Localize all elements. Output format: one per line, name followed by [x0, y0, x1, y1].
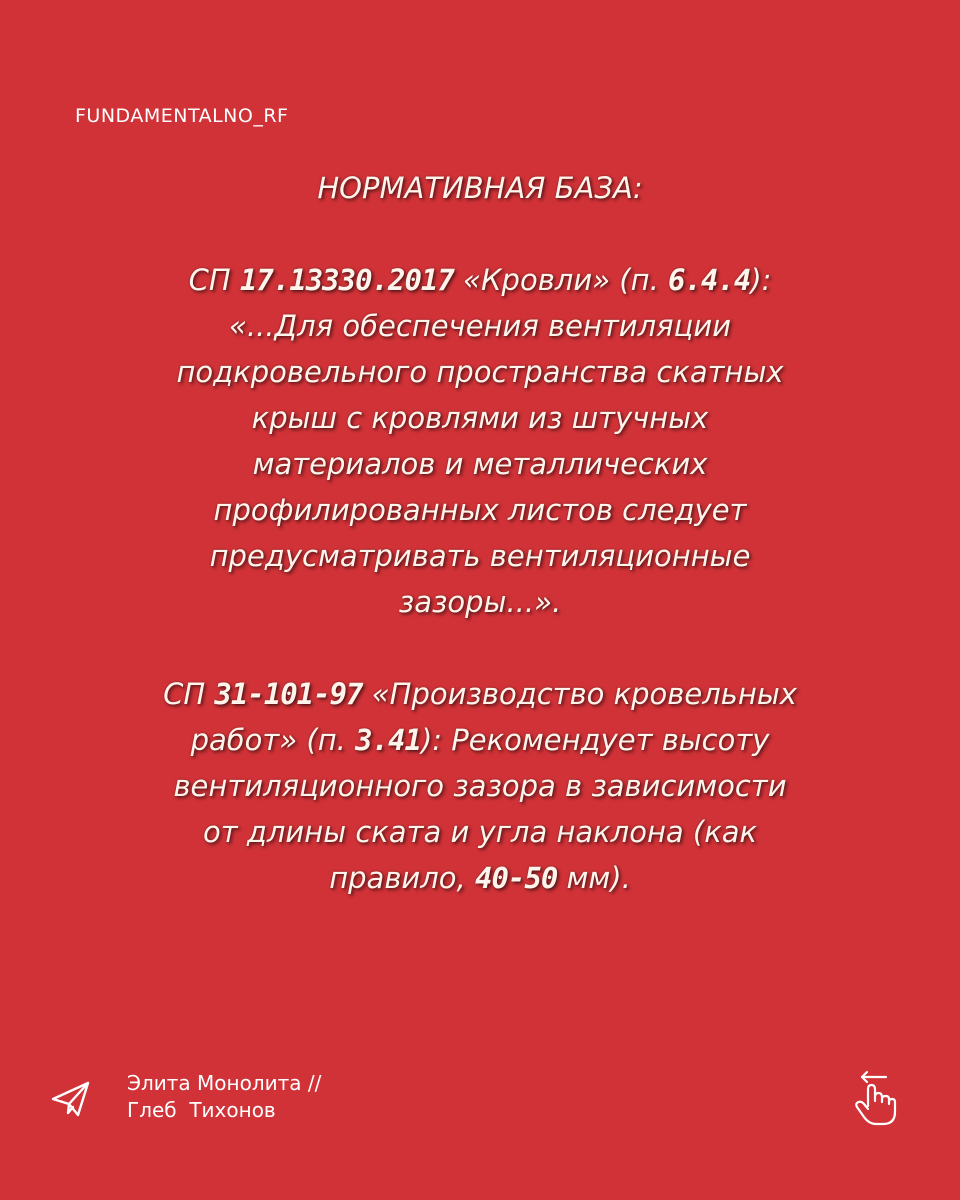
sp31-suffix: мм).	[557, 861, 631, 895]
sp31-title: «Производство кровельных работ» (п.	[190, 677, 797, 757]
sp17-text: ): «...Для обеспечения вентиляции подкровельного пространства скатных крыш с кровлями из штучных материалов и металлических профилированных листов следует предусматривать вентиляционные зазоры...».	[176, 263, 784, 619]
brand-name: FUNDAMENTALNO_RF	[75, 105, 289, 127]
heading: НОРМАТИВНАЯ БАЗА:	[317, 171, 643, 205]
sp17-clause: 6.4.4	[668, 263, 751, 297]
author-line-1: Элита Монолита //	[127, 1071, 322, 1095]
sp17-title: «Кровли» (п.	[453, 263, 669, 297]
sp31-code: 31-101-97	[214, 677, 363, 711]
telegram-icon[interactable]	[48, 1075, 94, 1121]
sp17-prefix: СП	[188, 263, 240, 297]
paragraph-sp-17	[160, 257, 800, 625]
author-credit	[127, 1070, 321, 1124]
swipe-hand-icon[interactable]	[848, 1068, 900, 1128]
sp31-prefix: СП	[163, 677, 215, 711]
main-text-block	[160, 165, 800, 901]
sp31-range: 40-50	[474, 861, 558, 895]
sp31-text: ): Рекомендует высоту вентиляционного зазора в зависимости от длины ската и угла наклона (как правило,	[173, 723, 787, 895]
author-line-2: Глеб Тихонов	[127, 1098, 276, 1122]
paragraph-sp-31	[160, 671, 800, 901]
sp17-code: 17.13330.2017	[239, 263, 454, 297]
sp31-clause: 3.41	[355, 723, 421, 757]
footer	[0, 1060, 960, 1140]
